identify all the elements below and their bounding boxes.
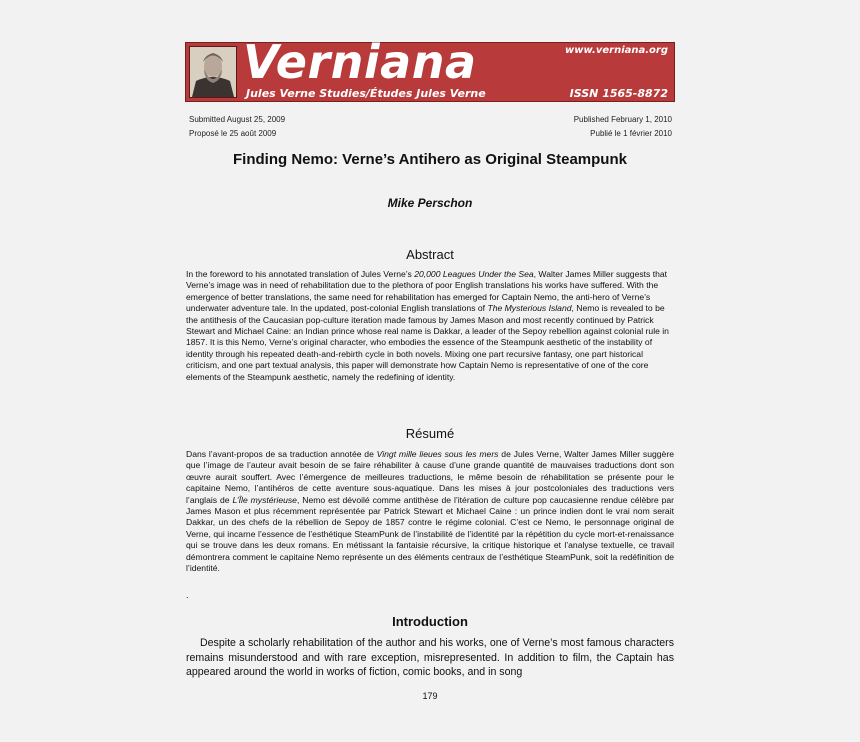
abstract-part-2: , Walter James Miller suggests that Verne’s image was in need of rehabilitation due to the plethora of poor English translations his works have suffered. With the emergence of better translations, the same need for rehabilitation has emerged for Captain Nemo, the anti-hero of Verne’s underwater adventure tale. In the updated, post-colonial English translations of: [186, 269, 668, 314]
published-date: Published February 1, 2010: [573, 115, 672, 124]
submitted-date: Submitted August 25, 2009: [189, 115, 286, 124]
article-title: Finding Nemo: Verne’s Antihero as Original Steampunk: [233, 151, 627, 168]
abstract-text: [186, 269, 674, 383]
resume-title-ref-2: L’Île mystérieuse: [232, 494, 297, 505]
abstract-title-ref-2: The Mysterious Island: [487, 303, 572, 314]
abstract-part-3: , Nemo is revealed to be the antithesis of the Caucasian pop-culture iteration made famous by James Mason and most recently continued by Patrick Stewart and Michael Caine: an Indian prince whose real name is Dakkar, a leader of the Sepoy rebellion against colonial rule in 1857. It is this Nemo, Verne’s original character, who embodies the essence of the Steampunk aesthetic of the instability of identity through his repeated death-and-rebirth cycle in both novels. Mixing one part recursive fantasy, one part historical criticism, and one part textual analysis, this paper will demonstrate how Captain Nemo is representative of one of the core elements of the Steampunk aesthetic, namely the redefining of identity.: [186, 303, 669, 382]
abstract-heading: Abstract: [406, 247, 454, 262]
resume-title-ref-1: Vingt mille lieues sous les mers: [376, 449, 499, 459]
resume-part-2: de Jules Verne, Walter James Miller suggère que l’image de l’auteur avait besoin de se faire réhabiliter à cause d’une grande quantité de mauvaises traductions dont son œuvre aurait souffert. Avec l’émergence de meilleures traductions, le même besoin de réhabilitation se présente pour le capitaine Nemo, l’antihéros de cette aventure sous-aquatique. Dans les mises à jour postcoloniales des traductions vers l’anglais de: [186, 449, 674, 505]
journal-subtitle: Jules Verne Studies/Études Jules Verne: [246, 87, 486, 100]
journal-title: Verniana: [243, 35, 477, 89]
journal-banner: [185, 35, 675, 102]
introduction-paragraph: Despite a scholarly rehabilitation of the author and his works, one of Verne’s most famous characters remains misunderstood and with rare exception, misrepresented. In addition to film, the Captain has appeared around the world in works of fiction, comic books, and in song: [186, 637, 674, 678]
resume-trailing-dot: .: [186, 590, 189, 600]
abstract-title-ref-1: 20,000 Leagues Under the Sea: [414, 269, 534, 279]
journal-issn: ISSN 1565-8872: [569, 87, 668, 100]
journal-url: www.verniana.org: [564, 45, 668, 56]
jules-verne-portrait: [189, 46, 237, 98]
propose-date: Proposé le 25 août 2009: [189, 129, 277, 138]
resume-part-1: Dans l’avant-propos de sa traduction annotée de: [186, 449, 377, 459]
resume-part-3: , Nemo est dévoilé comme antithèse de l’itération de culture pop caucasienne rendue célèbre par James Mason et plus récemment représentée par Patrick Stewart et Michael Caine : un prince indien dont le vrai nom serait Dakkar, un des chefs de la rébellion de Sepoy de 1857 contre le régime colonial. C’est ce Nemo, le personnage original de Verne, qui incarne l’essence de l’esthétique SteamPunk de l’instabilité de l’identité par la répétition du cycle mort-et-renaissance qui se trouve dans les deux romans. En métissant la fantaisie récursive, la critique historique et l’analyse textuelle, ce travail démontrera comment le capitaine Nemo représente un des éléments centraux de l’esthétique SteamPunk, soit la redéfinition de l’identité.: [186, 494, 675, 574]
resume-text: [186, 449, 674, 574]
resume-heading: Résumé: [405, 426, 455, 441]
page-number: 179: [422, 691, 438, 701]
abstract-part-1: In the foreword to his annotated translation of Jules Verne’s: [186, 269, 415, 279]
article-author: Mike Perschon: [387, 196, 473, 210]
introduction-text: [186, 636, 674, 680]
introduction-heading: Introduction: [392, 614, 468, 629]
publie-date: Publié le 1 février 2010: [590, 129, 672, 138]
